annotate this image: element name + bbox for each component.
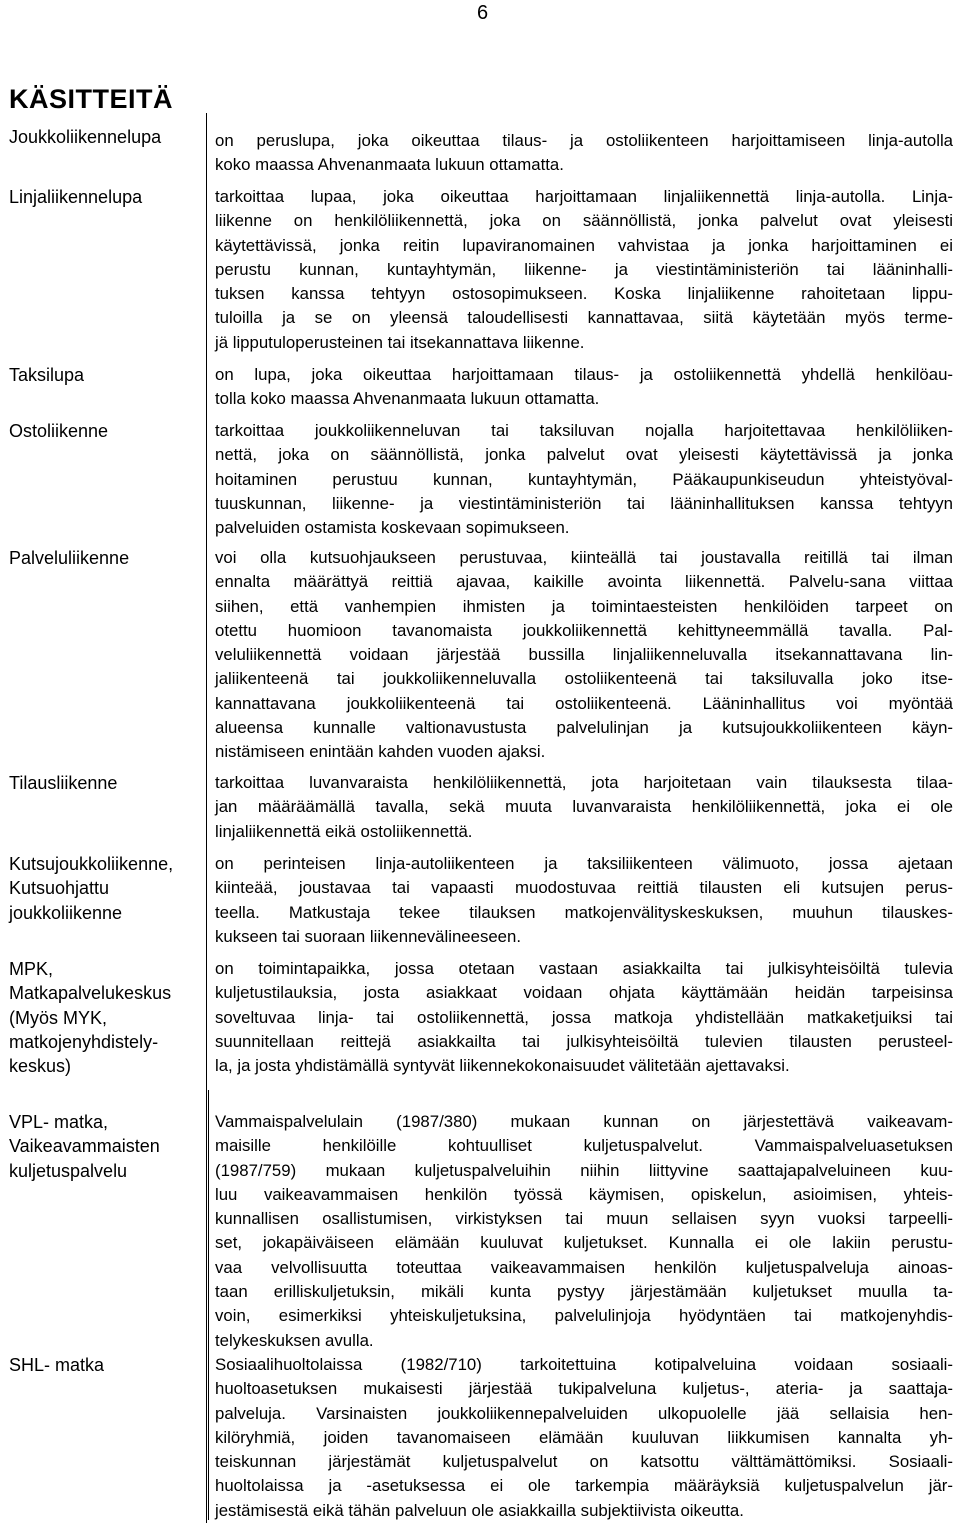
definition-line: palveluja. Varsinaisten joukkoliikennepalveluiden ulkopuolelle jää sellaisia hen-	[215, 1403, 953, 1423]
definition-line: on perinteisen linja-autoliikenteen ja taksiliikenteen välimuoto, jossa ajetaan	[215, 854, 953, 873]
definition-line: käytettävissä, jonka reitin lupaviranomainen vahvistaa ja jonka harjoittaminen ei	[215, 235, 953, 255]
definition-line: tarkoittaa joukkoliikenneluvan tai taksiluvan nojalla harjoitettavaa henkilöliiken-	[215, 421, 953, 440]
term-line: MPK,	[9, 959, 54, 979]
definition-line: maisille henkilöille kohtuulliset kuljetuspalvelut. Vammaispalveluasetuksen	[215, 1136, 953, 1156]
term-line: Matkapalvelukeskus	[9, 983, 172, 1004]
definition-line: kuljetustilauksia, josta asiakkaat voidaan ohjata käyttämään heidän tarpeisinsa	[215, 983, 953, 1003]
definition-line: jan määräämällä tavalla, sekä muuta luvanvaraista henkilöliikennettä, joka ei ole	[215, 797, 953, 817]
definition-line: hoitaminen perustuu kunnan, kuntayhtymän, Pääkaupunkiseudun yhteistyöval-	[215, 469, 953, 489]
definition-line: palveluiden ostamista koskevaan sopimukseen.	[215, 518, 570, 538]
term-label	[9, 1110, 204, 1183]
definition-line: jestämisestä eikä tähän palveluun ole asiakkailla subjektiivista oikeutta.	[215, 1500, 744, 1520]
definition-line: kunnallisen osallistumisen, virkistyksen tai muun sellaisen syyn vuoksi tarpeelli-	[215, 1209, 953, 1229]
definition-line: tuloilla ja se on yleensä taloudellisesti kannattavaa, siitä käytetään myös terme-	[215, 308, 953, 328]
definition-line: liikenne on henkilöliikennettä, joka on säännöllistä, jonka palvelut ovat yleisesti	[215, 211, 953, 231]
term-label	[9, 363, 204, 387]
definition-line: veluliikennettä voidaan järjestää bussilla linjaliikenneluvalla itsekannattavana lin-	[215, 645, 953, 665]
definition-line: voin, esimerkiksi yhteiskuljetuksina, palvelulinjoja hyödyntäen tai matkojenyhdis-	[215, 1306, 953, 1326]
definition-line: soveltuvaa linja- tai ostoliikennettä, jossa matkoja yhdistellään matkaketjuiksi tai	[215, 1007, 953, 1027]
term-definition	[215, 1353, 953, 1523]
term-line: VPL- matka,	[9, 1112, 109, 1132]
definition-line: perustu kunnan, kuntayhtymän, liikenne- ja viestintäministeriön tai lääninhalli-	[215, 259, 953, 279]
term-line: Kutsuohjattu	[9, 878, 110, 899]
term-line: Joukkoliikennelupa	[9, 127, 162, 147]
definition-line: tuuskunnan, liikenne- ja viestintäministeriön tai lääninhallituksen kanssa tehtyyn	[215, 493, 953, 513]
term-definition	[215, 852, 953, 949]
definition-line: siihen, että vanhempien ihmisten ja toimintaesteisten henkilöiden tarpeet on	[215, 596, 953, 616]
definition-line: kilöryhmiä, joiden tavanomaiseen elämään kuuluvan liikkumisen kannalta yh-	[215, 1427, 953, 1447]
definition-line: huoltoasetuksen mukaisesti järjestää tukipalveluna kuljetus-, ateria- ja saattaja-	[215, 1379, 953, 1399]
definition-line: jaliikenteenä tai joukkoliikenneluvalla ostoliikenteenä tai taksiluvalla joko itse-	[215, 669, 953, 689]
term-line: Kutsujoukkoliikenne,	[9, 854, 174, 874]
term-definition	[215, 419, 953, 540]
definition-line: voi olla kutsuohjaukseen perustuvaa, kiinteällä tai joustavalla reitillä tai ilman	[215, 548, 953, 567]
definition-line: Vammaispalvelulain (1987/380) mukaan kunnan on järjestettävä vaikeavam-	[215, 1112, 953, 1131]
definition-line: set, jokapäiväiseen elämään kuuluvat kuljetukset. Kunnalla ei ole lakiin perustu-	[215, 1233, 953, 1253]
definition-line: kiinteää, joustavaa tai vapaasti muodostuvaa reittiä tilausten eli kutsujen perus-	[215, 878, 953, 898]
term-line: matkojenyhdistely-	[9, 1031, 159, 1052]
term-line: Vaikeavammaisten	[9, 1136, 160, 1157]
definition-line: suunnitellaan reittejä asiakkailta tai julkisyhteisöiltä tulevien tilausten perusteel-	[215, 1031, 953, 1051]
term-line: kuljetuspalvelu	[9, 1160, 128, 1181]
term-line: Ostoliikenne	[9, 421, 109, 441]
term-label	[9, 957, 204, 1078]
term-line: SHL- matka	[9, 1355, 105, 1375]
definition-line: teiskunnan järjestämät kuljetuspalvelut on katsottu välttämättömiksi. Sosiaali-	[215, 1452, 953, 1472]
definition-line: teella. Matkustaja tekee tilauksen matkojenvälityskeskuksen, muuhun tilauskes-	[215, 902, 953, 922]
term-line: (Myös MYK,	[9, 1007, 108, 1028]
term-definition	[215, 185, 953, 355]
term-definition	[215, 957, 953, 1078]
definition-line: nettä, joka on säännöllistä, jonka palvelut ovat yleisesti käytettävissä ja jonka	[215, 445, 953, 465]
definition-line: kukseen tai suoraan liikennevälineeseen.	[215, 926, 521, 946]
term-line: Taksilupa	[9, 365, 85, 385]
definition-line: tuksen kanssa tehtyyn ostosopimukseen. Koska linjaliikenne rahoitetaan lippu-	[215, 284, 953, 304]
term-line: keskus)	[9, 1056, 72, 1077]
term-label	[9, 546, 204, 570]
definition-line: huoltolaissa ja -asetuksessa ei ole tarkempia määräyksiä kuljetuspalvelun jär-	[215, 1476, 953, 1496]
term-definition	[215, 1110, 953, 1353]
term-definition	[215, 363, 953, 412]
page-number: 6	[477, 2, 489, 24]
definition-line: on lupa, joka oikeuttaa harjoittamaan tilaus- ja ostoliikennettä yhdellä henkilöau-	[215, 365, 953, 384]
term-definition	[215, 129, 953, 178]
definition-line: jä lipputuloperusteinen tai itsekannattava liikenne.	[215, 332, 585, 352]
definition-line: nistämiseen enintään kahden vuoden ajaksi.	[215, 742, 546, 762]
definition-line: (1987/759) mukaan kuljetuspalveluihin niihin liittyvine saattajapalveluineen kuu-	[215, 1160, 953, 1180]
definition-line: kannattavana joukkoliikenteenä tai ostoliikenteenä. Lääninhallitus voi myöntää	[215, 693, 953, 713]
term-definition	[215, 546, 953, 765]
definition-line: la, ja josta yhdistämällä syntyvät liikennekokonaisuudet välitetään ajettavaksi.	[215, 1056, 790, 1076]
term-label	[9, 185, 204, 209]
term-definition	[215, 771, 953, 844]
term-line: Tilausliikenne	[9, 773, 118, 793]
page-title: KÄSITTEITÄ	[9, 84, 173, 114]
definition-line: telykeskuksen avulla.	[215, 1330, 374, 1350]
definition-line: on toimintapaikka, jossa otetaan vastaan asiakkailta tai julkisyhteisöiltä tulevia	[215, 959, 953, 978]
term-label	[9, 852, 204, 925]
term-label	[9, 1353, 204, 1377]
definition-line: tarkoittaa lupaa, joka oikeuttaa harjoittamaan linjaliikennettä linja-autolla. Linja-	[215, 187, 953, 206]
definition-line: on peruslupa, joka oikeuttaa tilaus- ja ostoliikenteen harjoittamiseen linja-autolla	[215, 131, 953, 150]
definition-line: vaa velvollisuutta toteuttaa vaikeavammaisen henkilön kuljetuspalveluja ainoas-	[215, 1257, 953, 1277]
definition-line: otettu huomioon tavanomaista joukkoliikennettä kehittyneemmällä tavalla. Pal-	[215, 620, 953, 640]
term-line: Palveluliikenne	[9, 548, 130, 568]
definition-line: luu vaikeavammaisen henkilön työssä käymisen, opiskelun, asioimisen, yhteis-	[215, 1184, 953, 1204]
term-line: Linjaliikennelupa	[9, 187, 143, 207]
term-label	[9, 419, 204, 443]
definition-line: alueensa kunnalle valtionavustusta palvelulinjan ja kutsujoukkoliikenteen käyn-	[215, 718, 953, 738]
definition-line: linjaliikennettä eikä ostoliikennettä.	[215, 821, 473, 841]
term-line: joukkoliikenne	[9, 902, 123, 923]
definition-line: tarkoittaa luvanvaraista henkilöliikennettä, jota harjoitetaan vain tilauksesta tilaa-	[215, 773, 953, 792]
definition-line: Sosiaalihuoltolaissa (1982/710) tarkoitettuina kotipalveluina voidaan sosiaali-	[215, 1355, 953, 1374]
definition-line: taan erilliskuljetuksin, mikäli kunta pystyy järjestämään kuljetukset muulla ta-	[215, 1282, 953, 1302]
term-label	[9, 125, 204, 149]
term-label	[9, 771, 204, 795]
column-divider-lower	[208, 1090, 209, 1520]
definition-line: koko maassa Ahvenanmaata lukuun ottamatta.	[215, 155, 564, 175]
definition-line: tolla koko maassa Ahvenanmaata lukuun ottamatta.	[215, 389, 600, 409]
definition-line: ennalta määrättyä reittiä ajavaa, kaikille avointa liikennettä. Palvelu-sana viittaa	[215, 572, 953, 592]
column-divider	[206, 113, 207, 1523]
